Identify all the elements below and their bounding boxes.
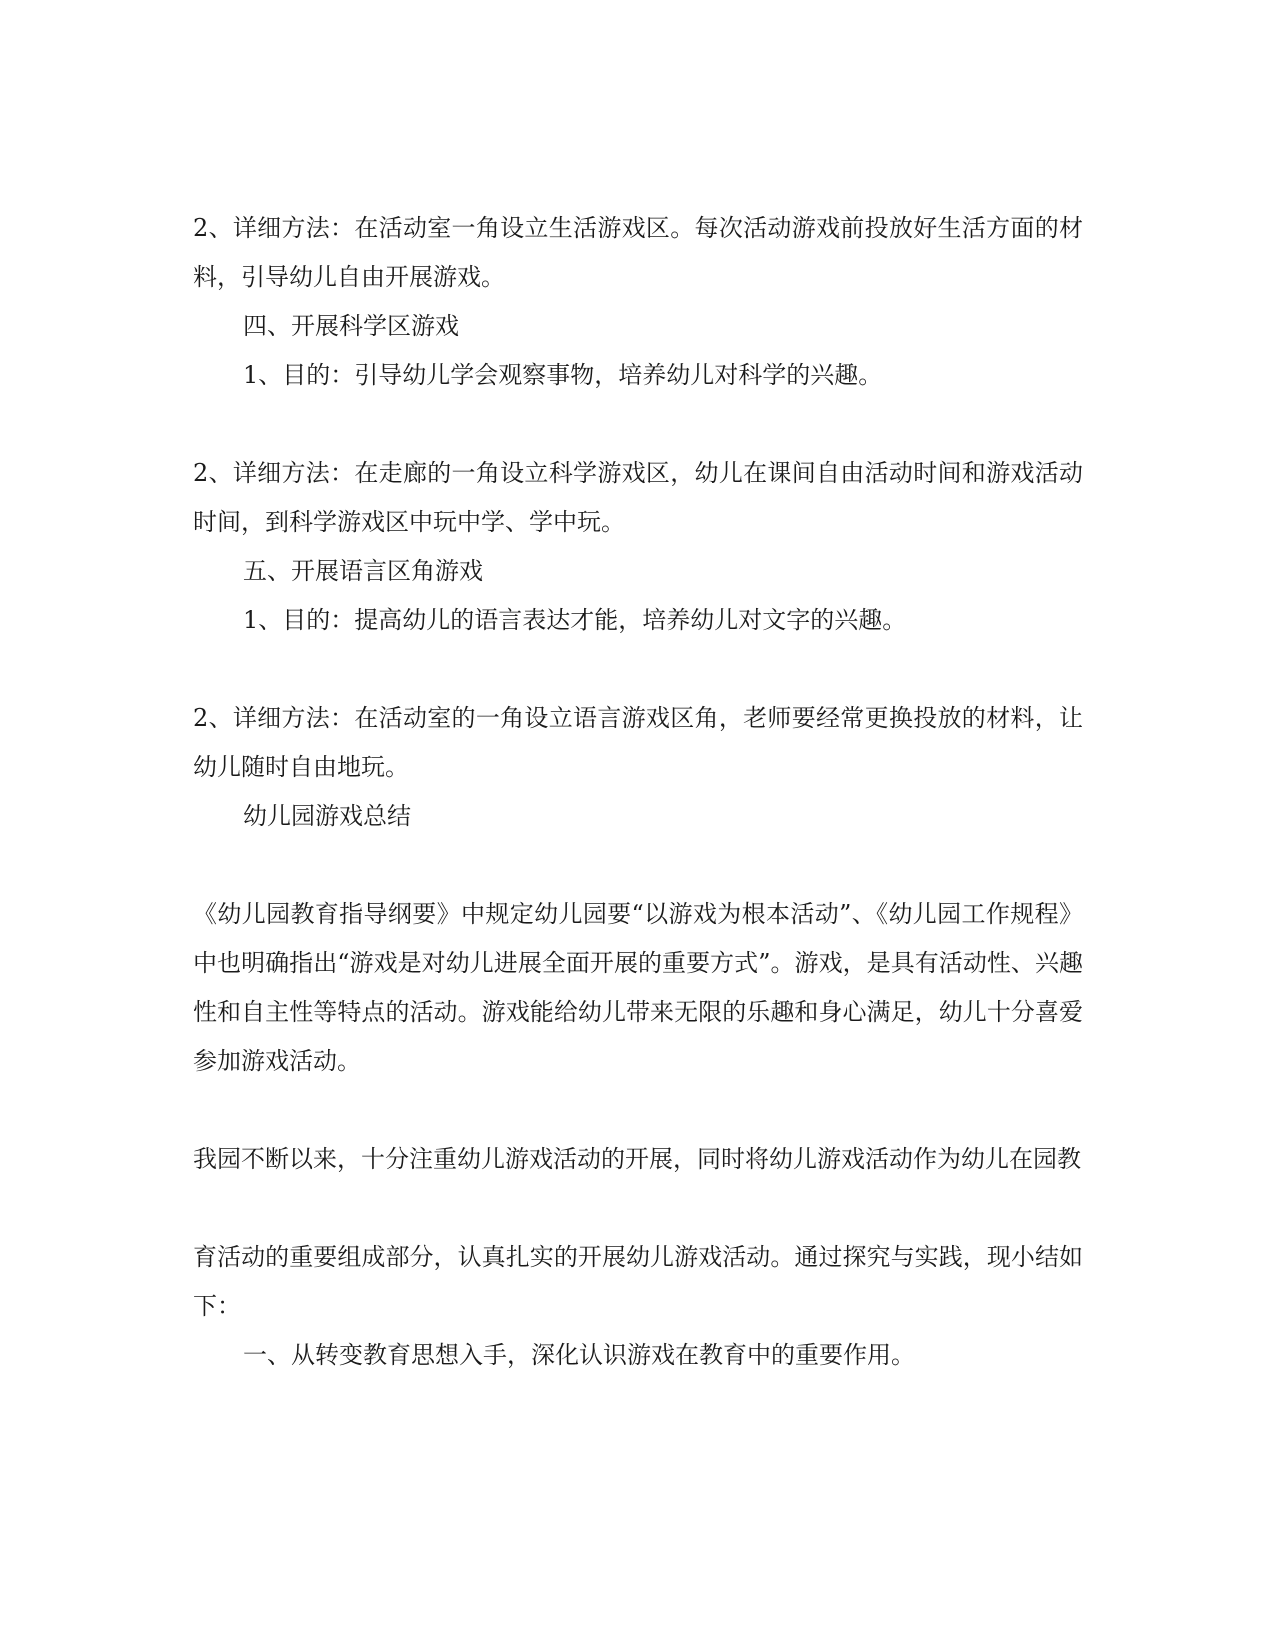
heading-science-area: 四、开展科学区游戏 [243,312,459,340]
paragraph-kindergarten-focus: 我园不断以来，十分注重幼儿游戏活动的开展，同时将幼儿游戏活动作为幼儿在园教 [193,1145,1081,1173]
paragraph-method-language-area: 2、详细方法：在活动室的一角设立语言游戏区角，老师要经常更换投放的材料，让幼儿随时自由地玩。 [193,704,1083,781]
paragraph-guideline-quote: 《幼儿园教育指导纲要》中规定幼儿园要“以游戏为根本活动”、《幼儿园工作规程》中也明确指出“游戏是对幼儿进展全面开展的重要方式”。游戏，是具有活动性、兴趣性和自主性等特点的活动。游戏能给幼儿带来无限的乐趣和身心满足，幼儿十分喜爱参加游戏活动。 [193,900,1083,1075]
document-body [193,204,1083,1380]
paragraph-goal-science: 1、目的：引导幼儿学会观察事物，培养幼儿对科学的兴趣。 [243,361,883,389]
heading-section-one: 一、从转变教育思想入手，深化认识游戏在教育中的重要作用。 [243,1341,915,1369]
paragraph-summary-intro: 育活动的重要组成部分，认真扎实的开展幼儿游戏活动。通过探究与实践，现小结如下： [193,1243,1083,1320]
section-title-summary: 幼儿园游戏总结 [243,802,411,830]
paragraph-method-science-area: 2、详细方法：在走廊的一角设立科学游戏区，幼儿在课间自由活动时间和游戏活动时间，到科学游戏区中玩中学、学中玩。 [193,459,1083,536]
paragraph-goal-language: 1、目的：提高幼儿的语言表达才能，培养幼儿对文字的兴趣。 [243,606,907,634]
paragraph-method-life-area: 2、详细方法：在活动室一角设立生活游戏区。每次活动游戏前投放好生活方面的材料，引导幼儿自由开展游戏。 [193,214,1083,291]
heading-language-area: 五、开展语言区角游戏 [243,557,483,585]
